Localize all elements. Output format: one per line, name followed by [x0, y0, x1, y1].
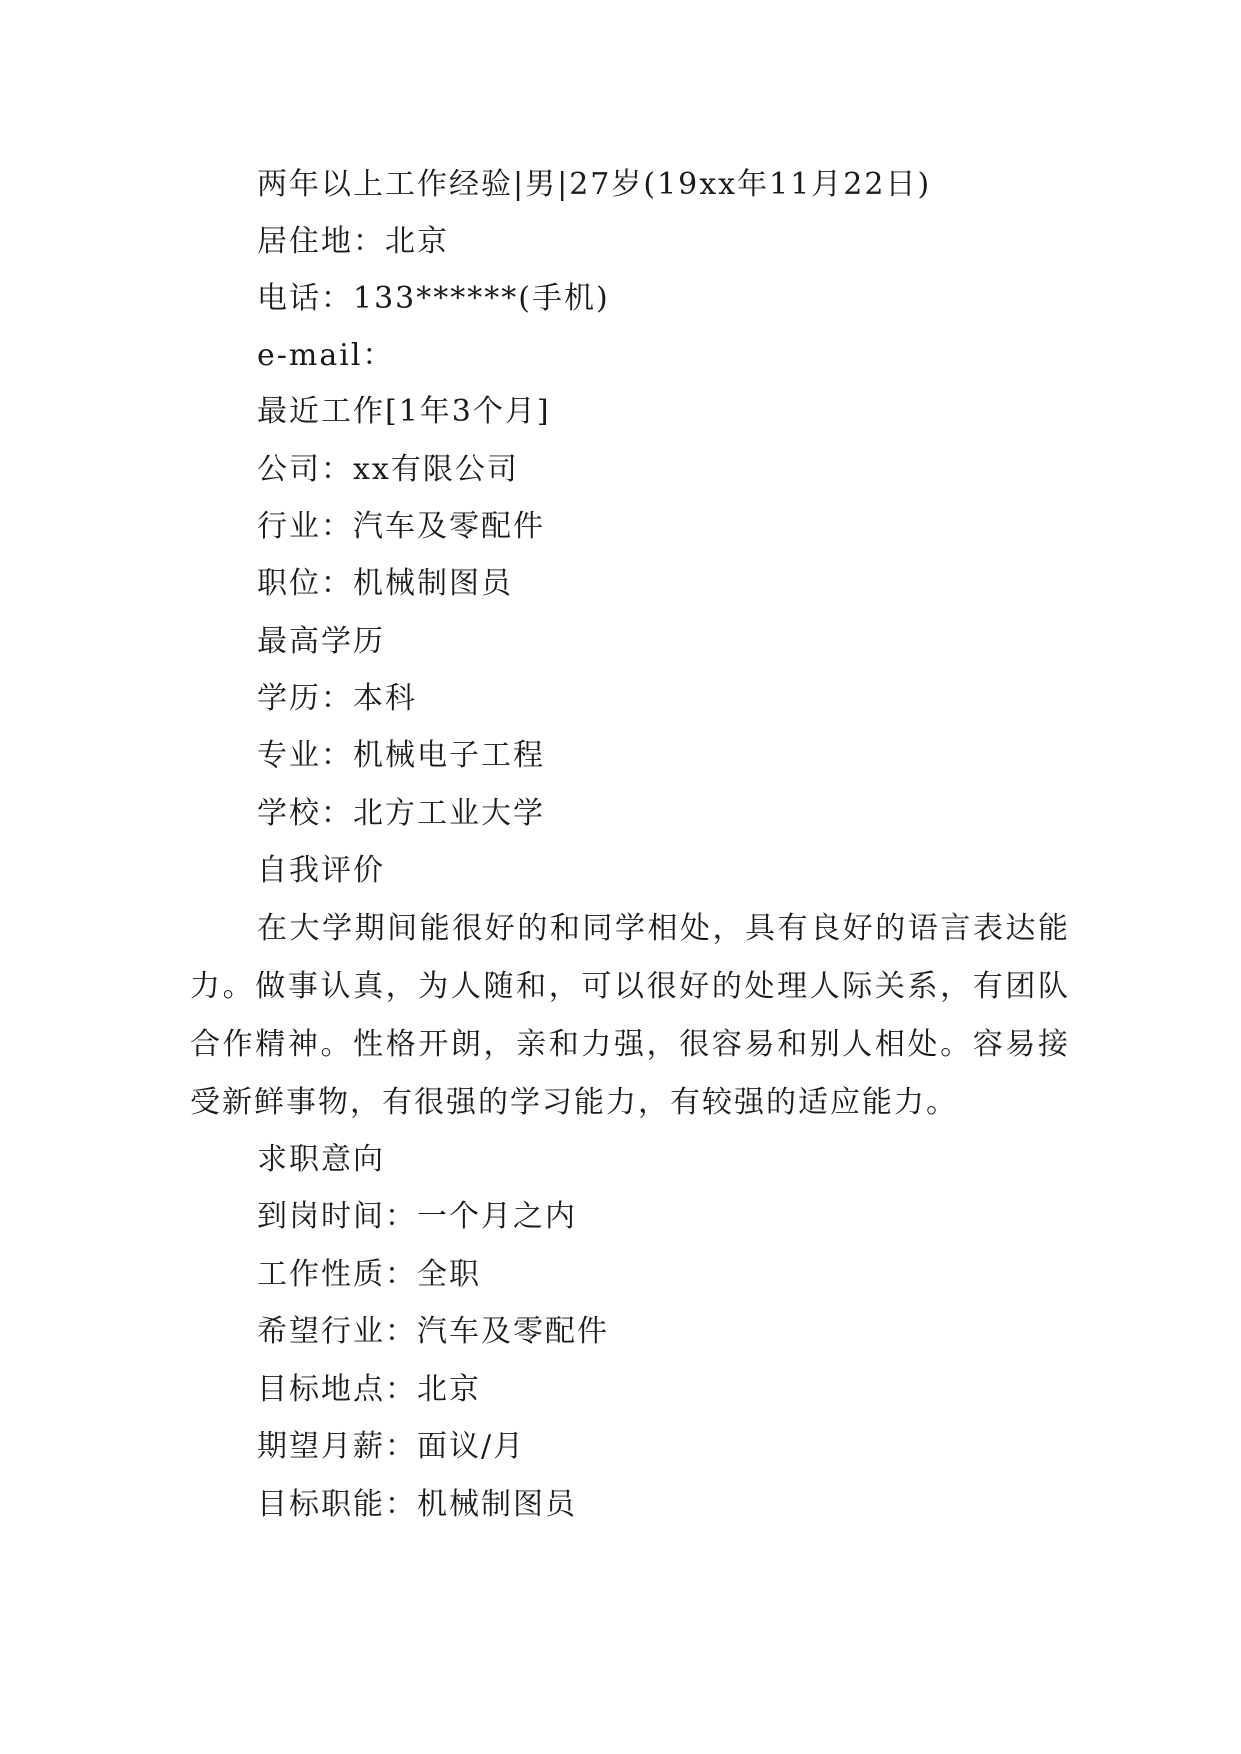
summary-line: 两年以上工作经验|男|27岁(19xx年11月22日) [257, 167, 932, 202]
target-function-line: 目标职能：机械制图员 [257, 1487, 577, 1522]
degree-line: 学历：本科 [257, 681, 417, 716]
phone-line: 电话：133******(手机) [257, 281, 610, 316]
education-heading: 最高学历 [257, 624, 385, 659]
position-line: 职位：机械制图员 [257, 566, 513, 601]
company-line: 公司：xx有限公司 [257, 452, 519, 487]
job-intent-heading: 求职意向 [257, 1142, 385, 1177]
major-line: 专业：机械电子工程 [257, 738, 545, 773]
email-line: e-mail： [257, 338, 395, 373]
school-line: 学校：北方工业大学 [257, 796, 545, 831]
residence-line: 居住地：北京 [257, 224, 449, 259]
self-eval-paragraph: 在大学期间能很好的和同学相处，具有良好的语言表达能力。做事认真，为人随和，可以很好的处理人际关系，有团队合作精神。性格开朗，亲和力强，很容易和别人相处。容易接受新鲜事物，有很强的学习能力，有较强的适应能力。 [190, 911, 1070, 1120]
expected-salary-line: 期望月薪：面议/月 [257, 1429, 526, 1464]
desired-industry-line: 希望行业：汽车及零配件 [257, 1314, 609, 1349]
availability-line: 到岗时间：一个月之内 [257, 1199, 577, 1234]
target-location-line: 目标地点：北京 [257, 1372, 481, 1407]
self-eval-heading: 自我评价 [257, 853, 385, 888]
job-type-line: 工作性质：全职 [257, 1257, 481, 1292]
industry-line: 行业：汽车及零配件 [257, 509, 545, 544]
recent-work-heading: 最近工作[1年3个月] [257, 394, 551, 429]
